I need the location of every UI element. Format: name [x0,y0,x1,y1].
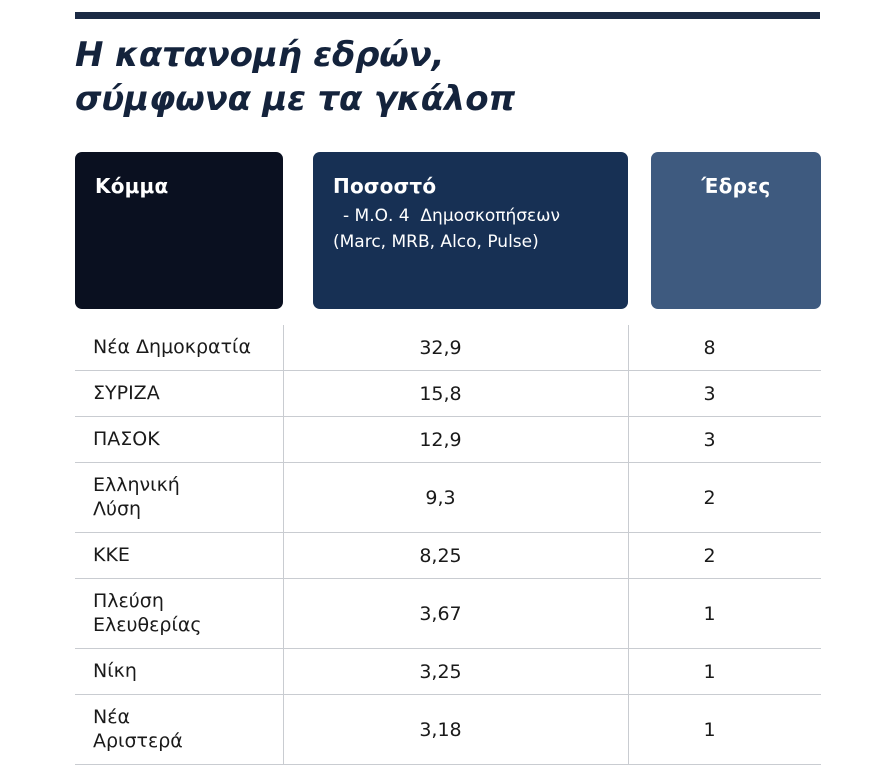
cell-seats: 3 [703,428,716,451]
cell-party [75,706,283,752]
party-name-line-2: Αριστερά [93,729,183,752]
cell-seats: 2 [703,486,716,509]
cell-party [75,474,283,520]
table-row [75,533,821,579]
cell-percent: 15,8 [419,382,462,405]
header-sublabel-sources: (Marc, MRB, Alco, Pulse) [333,232,539,252]
party-name-line-2: Ελευθερίας [93,613,202,636]
cell-seats: 8 [703,336,716,359]
cell-seats: 2 [703,544,716,567]
party-name-line-1: ΣΥΡΙΖΑ [93,381,160,404]
header-sublabel-average: - Μ.Ο. 4 Δημοσκοπήσεων [343,206,560,226]
table-row [75,579,821,649]
cell-party [75,336,283,359]
cell-seats: 1 [703,602,716,625]
cell-party [75,544,283,567]
table-row [75,649,821,695]
table-header [75,152,821,309]
party-name-line-1: Νέα [93,706,131,729]
cell-percent: 3,18 [419,718,462,741]
table-row [75,695,821,765]
cell-percent: 12,9 [419,428,462,451]
cell-percent: 32,9 [419,336,462,359]
table-row [75,463,821,533]
cell-seats: 3 [703,382,716,405]
party-name-line-1: Πλεύση [93,590,164,613]
cell-percent: 8,25 [419,544,462,567]
header-card-party [75,152,283,309]
party-name-line-1: Ελληνική [93,474,180,497]
header-label-seats: Έδρες [701,174,771,198]
cell-seats: 1 [703,660,716,683]
header-label-percent: Ποσοστό [333,174,437,198]
cell-party [75,590,283,636]
cell-percent: 9,3 [425,486,456,509]
results-table [75,325,821,765]
party-name-line-1: Νίκη [93,659,137,682]
table-row [75,371,821,417]
header-card-percent [313,152,628,309]
cell-party [75,428,283,451]
header-label-party: Κόμμα [95,174,169,198]
table-row [75,417,821,463]
party-name-line-2: Λύση [93,497,142,520]
header-card-seats [651,152,821,309]
page-title-line-2: σύμφωνα με τα γκάλοπ [75,78,516,119]
page-title [75,34,835,121]
table-row [75,325,821,371]
top-rule [75,12,820,19]
party-name-line-1: ΚΚΕ [93,543,130,566]
party-name-line-1: Νέα Δημοκρατία [93,335,251,358]
party-name-line-1: ΠΑΣΟΚ [93,427,160,450]
cell-seats: 1 [703,718,716,741]
cell-party [75,660,283,683]
page-title-line-1: Η κατανομή εδρών, [75,35,445,75]
cell-percent: 3,25 [419,660,462,683]
cell-percent: 3,67 [419,602,462,625]
cell-party [75,382,283,405]
